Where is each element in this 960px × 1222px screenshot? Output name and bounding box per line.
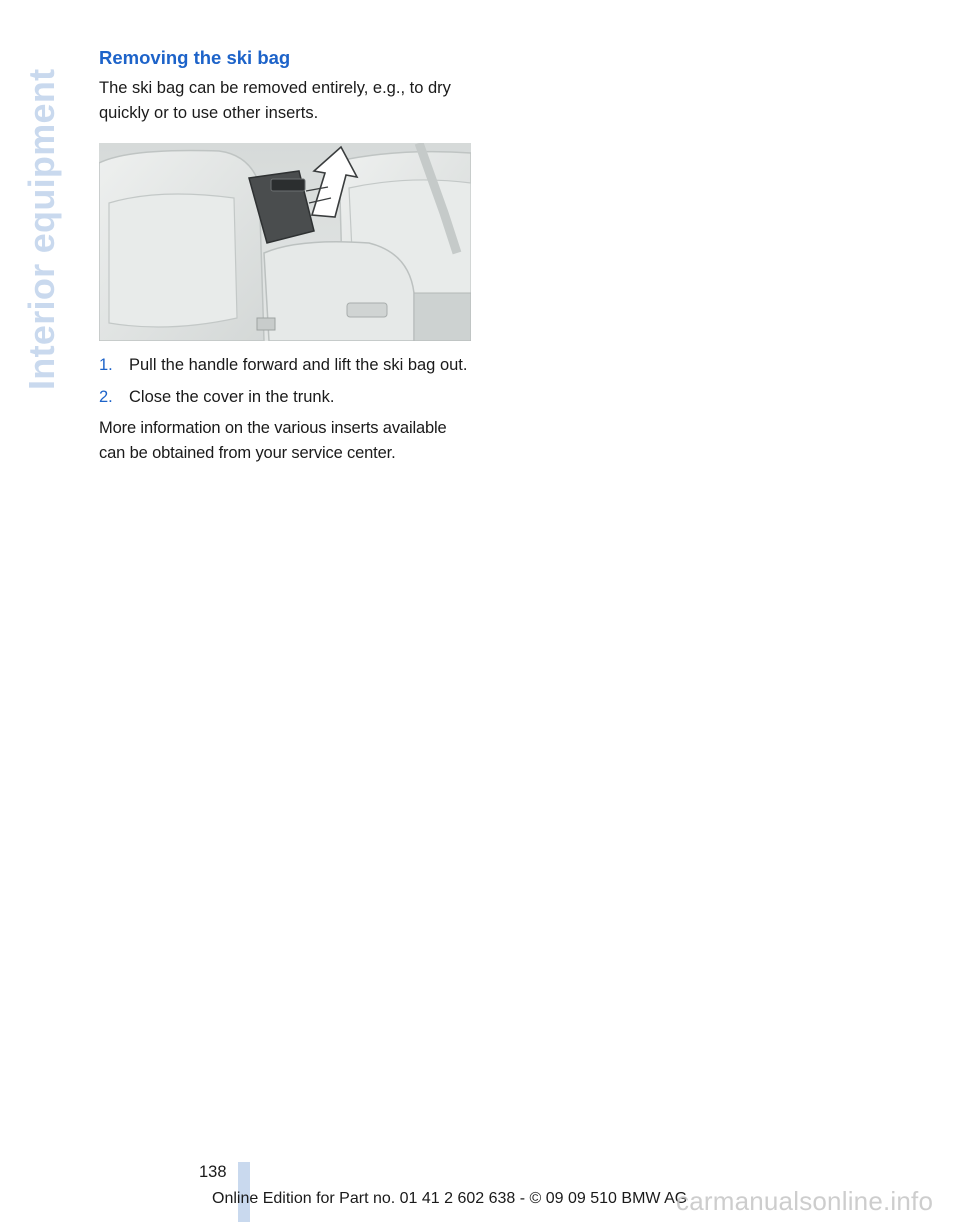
step-number: 2. [99, 387, 113, 406]
page-number: 138 [199, 1163, 227, 1181]
steps-list [99, 353, 473, 409]
chapter-side-tab [20, 40, 64, 390]
step-item [99, 385, 473, 410]
ski-bag-illustration [99, 143, 471, 341]
watermark: carmanualsonline.info [676, 1186, 934, 1216]
seat-illustration-icon [99, 143, 471, 341]
intro-paragraph: The ski bag can be removed entirely, e.g., to dry quickly or to use other inserts. [99, 79, 451, 122]
step-item [99, 353, 473, 378]
step-text: Close the cover in the trunk. [129, 387, 335, 406]
step-text: Pull the handle forward and lift the ski bag out. [129, 356, 468, 374]
step-number: 1. [99, 356, 113, 374]
chapter-side-tab-label: Interior equipment [21, 68, 62, 390]
footer-edition-text: Online Edition for Part no. 01 41 2 602 638 - © 09 09 510 BMW AG [212, 1190, 688, 1207]
page-content [99, 44, 473, 465]
more-info-paragraph: More information on the various inserts available can be obtained from your service center. [99, 419, 447, 462]
section-title: Removing the ski bag [99, 47, 291, 68]
